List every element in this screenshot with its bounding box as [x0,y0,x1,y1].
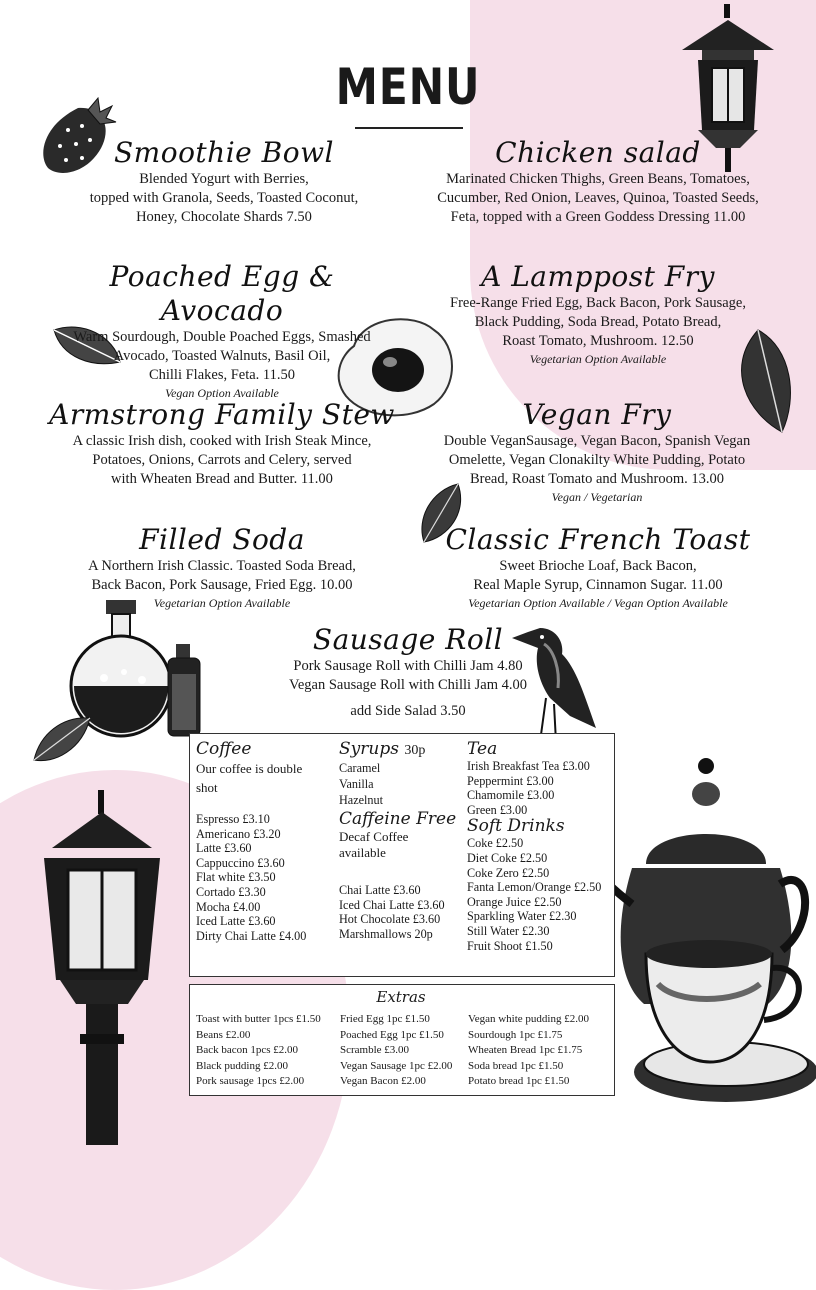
teapot-and-cup-icon [596,754,816,1120]
soft-drink-item: Diet Coke £2.50 [467,850,548,865]
extra-item: Vegan Sausage 1pc £2.00 [340,1059,453,1072]
coffee-item: Flat white £3.50 [196,870,276,885]
dish-description: Sweet Brioche Loaf, Back Bacon, Real Maple Syrup, Cinnamon Sugar. 11.00 [473,558,723,593]
syrups-heading-label: Syrups [339,739,399,759]
soft-drink-item: Sparkling Water £2.30 [467,909,577,924]
dish-note: Vegan Option Available [165,386,279,400]
dish-description: Free-Range Fried Egg, Back Bacon, Pork Sausage, Black Pudding, Soda Bread, Potato Bread, Roast Tomato, Mushroom. 12.50 [450,295,746,349]
extra-item: Poached Egg 1pc £1.50 [340,1028,444,1041]
extra-item: Soda bread 1pc £1.50 [468,1059,564,1072]
tea-heading: Tea [467,739,498,759]
dish-poached-egg-avocado [44,260,400,401]
extra-item: Sourdough 1pc £1.75 [468,1028,563,1041]
extra-item: Potato bread 1pc £1.50 [468,1075,570,1087]
dish-name: A Lamppost Fry [481,260,715,293]
street-lamp-icon [36,790,168,1145]
extra-item: Vegan Bacon £2.00 [340,1075,426,1087]
soft-drink-item: Coke Zero £2.50 [467,865,550,880]
tea-column [467,740,613,953]
syrup-item: Caramel [339,761,381,775]
dish-lamppost-fry [420,260,776,367]
dish-sausage-roll [236,623,580,721]
coffee-heading: Coffee [196,739,252,759]
extras-column-1 [196,1012,321,1090]
caffeine-free-heading: Caffeine Free [339,809,457,829]
syrup-item: Vanilla [339,777,374,791]
dish-smoothie-bowl [48,136,400,227]
other-drink-item: Marshmallows 20p [339,926,433,941]
tea-item: Green £3.00 [467,802,528,817]
dish-description: Marinated Chicken Thighs, Green Beans, Tomatoes, Cucumber, Red Onion, Leaves, Quinoa, Toasted Seeds, Feta, topped with a Green Goddess Dressing 11.00 [437,171,759,225]
coffee-intro: Our coffee is double shot [196,761,303,795]
other-drink-item: Iced Chai Latte £3.60 [339,897,445,912]
coffee-item: Americano £3.20 [196,826,281,841]
extra-item: Fried Egg 1pc £1.50 [340,1013,430,1025]
extra-item: Beans £2.00 [196,1028,251,1041]
soft-drink-item: Coke £2.50 [467,836,524,851]
dish-name: Classic French Toast [445,523,751,556]
coffee-item: Espresso £3.10 [196,812,270,826]
dish-description: A Northern Irish Classic. Toasted Soda Bread, Back Bacon, Pork Sausage, Fried Egg. 10.00 [88,558,356,593]
dish-vegan-fry [412,398,782,505]
dish-note: Vegetarian Option Available [529,352,667,366]
dish-description: Blended Yogurt with Berries, topped with Granola, Seeds, Toasted Coconut, Honey, Chocolate Shards 7.50 [89,171,359,225]
other-drink-item: Chai Latte £3.60 [339,883,421,897]
dish-name: Filled Soda [139,523,305,556]
tea-item: Chamomile £3.00 [467,788,555,803]
coffee-item: Cappuccino £3.60 [196,855,285,870]
coffee-item: Iced Latte £3.60 [196,914,276,929]
menu-title: MENU [335,58,481,116]
title-underline [355,127,463,129]
extras-column-2 [340,1012,452,1090]
dish-description: A classic Irish dish, cooked with Irish Steak Mince, Potatoes, Onions, Carrots and Celery, served with Wheaten Bread and Butter. 11.00 [72,433,372,487]
dish-chicken-salad [410,136,786,227]
dish-note: Vegetarian Option Available / Vegan Option Available [468,596,728,610]
coffee-item: Dirty Chai Latte £4.00 [196,928,307,943]
extra-item: Back bacon 1pcs £2.00 [196,1044,299,1056]
dish-note: Vegetarian Option Available [153,596,291,610]
dish-name: Smoothie Bowl [113,136,334,169]
spacer [339,861,463,883]
extra-item: Vegan white pudding £2.00 [468,1013,589,1025]
decaf-text: Decaf Coffee available [339,829,409,860]
extra-item: Toast with butter 1pcs £1.50 [196,1013,321,1025]
dish-side-salad: add Side Salad 3.50 [350,703,466,719]
coffee-item: Latte £3.60 [196,841,252,856]
dish-name: Poached Egg & Avocado [109,260,335,327]
dish-name: Armstrong Family Stew [49,398,395,431]
syrups-column [339,740,463,941]
dish-note: Vegan / Vegetarian [551,490,643,504]
extras-heading: Extras [376,988,426,1006]
extra-item: Wheaten Bread 1pc £1.75 [468,1044,583,1056]
soft-drink-item: Fanta Lemon/Orange £2.50 [467,880,602,895]
soft-drinks-heading: Soft Drinks [467,816,565,837]
dish-name: Chicken salad [495,136,701,169]
dish-description: Warm Sourdough, Double Poached Eggs, Smashed Avocado, Toasted Walnuts, Basil Oil, Chilli Flakes, Feta. 11.50 [73,329,371,383]
tea-item: Peppermint £3.00 [467,773,554,788]
soft-drink-item: Orange Juice £2.50 [467,894,562,909]
coffee-item: Mocha £4.00 [196,899,261,914]
dish-classic-french-toast [420,523,776,611]
coffee-item: Cortado £3.30 [196,884,266,899]
extra-item: Pork sausage 1pcs £2.00 [196,1075,305,1087]
syrup-item: Hazelnut [339,793,383,807]
leaf-icon [32,714,92,764]
extras-column-3 [468,1012,589,1090]
extra-item: Scramble £3.00 [340,1044,410,1056]
coffee-column [196,740,336,943]
soft-drink-item: Fruit Shoot £1.50 [467,938,553,953]
syrups-price: 30p [404,743,426,758]
dish-armstrong-family-stew [44,398,400,489]
dish-filled-soda [44,523,400,611]
syrups-heading [339,740,463,760]
dish-description: Double VeganSausage, Vegan Bacon, Spanish Vegan Omelette, Vegan Clonakilty White Pudding, Potato Bread, Roast Tomato and Mushroom. 13.00 [443,433,751,487]
dish-description: Pork Sausage Roll with Chilli Jam 4.80 Vegan Sausage Roll with Chilli Jam 4.00 [288,658,528,693]
dish-name: Sausage Roll [312,623,504,656]
other-drink-item: Hot Chocolate £3.60 [339,912,441,927]
tea-item: Irish Breakfast Tea £3.00 [467,759,590,773]
soft-drink-item: Still Water £2.30 [467,923,550,938]
extra-item: Black pudding £2.00 [196,1059,288,1072]
dish-name: Vegan Fry [522,398,672,431]
spacer [196,797,336,812]
